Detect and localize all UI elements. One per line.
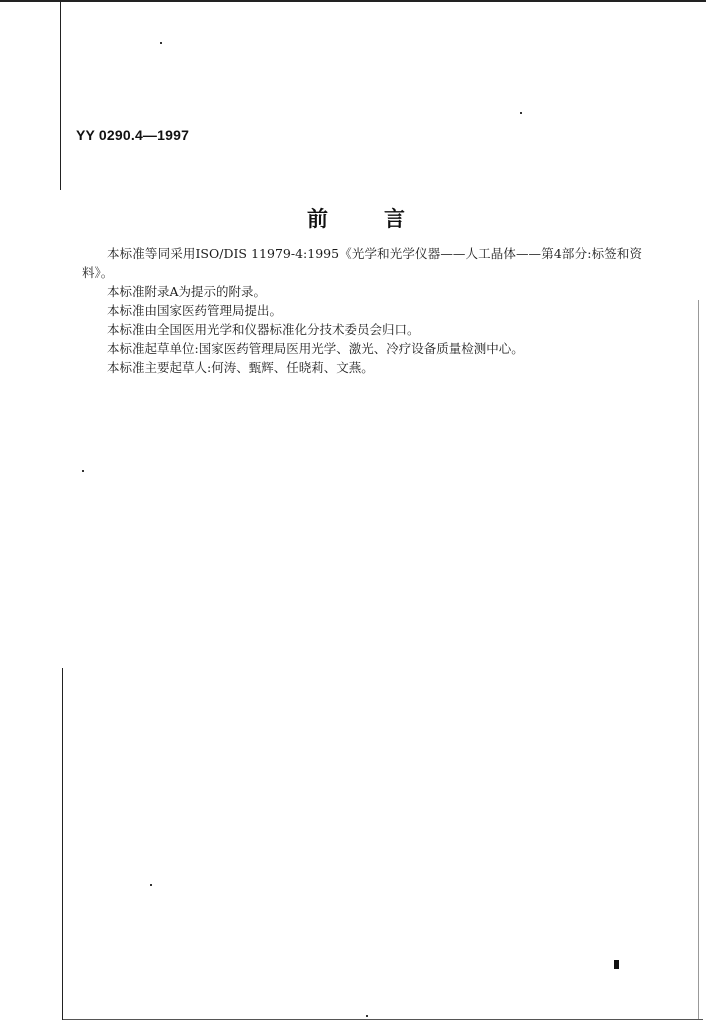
speck: [160, 42, 162, 44]
paragraph: 本标准由全国医用光学和仪器标准化分技术委员会归口。: [107, 322, 420, 337]
paragraph: 本标准由国家医药管理局提出。: [107, 303, 283, 318]
scan-edge-left-lower: [62, 668, 63, 1020]
standard-number: YY 0290.4—1997: [76, 127, 190, 143]
scan-edge-bottom: [63, 1019, 703, 1020]
paragraph: 本标准主要起草人:何涛、甄辉、任晓莉、文燕。: [107, 360, 374, 375]
speck: [82, 470, 84, 472]
scan-edge-right: [698, 300, 699, 1020]
paragraph: 本标准起草单位:国家医药管理局医用光学、激光、冷疗设备质量检测中心。: [107, 341, 524, 356]
page-marker: [614, 960, 619, 969]
speck: [150, 884, 152, 886]
paragraph: 本标准等同采用ISO/DIS 11979-4:1995《光学和光学仪器——人工晶体——第4部分:标签和资料》。: [82, 246, 642, 280]
page-title: 前言: [307, 206, 461, 231]
speck: [366, 1015, 368, 1017]
foreword-body: [82, 244, 642, 377]
scan-edge-top: [0, 0, 706, 2]
speck: [520, 112, 522, 114]
paragraph: 本标准附录A为提示的附录。: [107, 284, 267, 299]
scan-edge-left-upper: [60, 0, 61, 190]
